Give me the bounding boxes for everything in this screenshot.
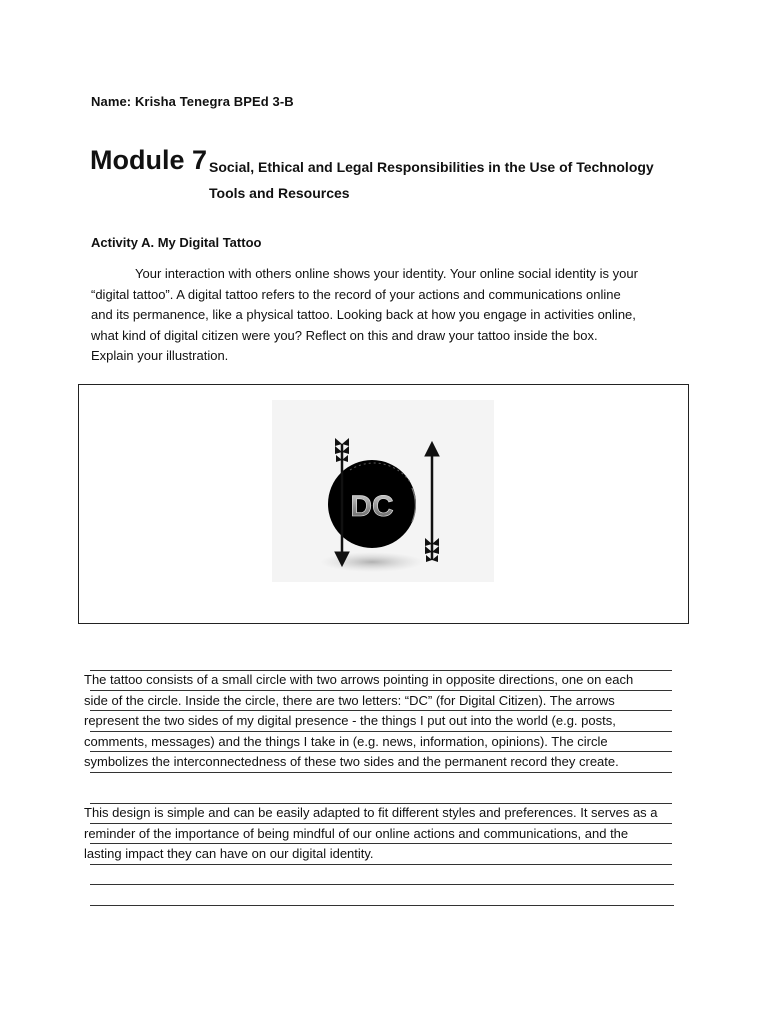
instructions-paragraph	[91, 264, 681, 367]
answer-line: reminder of the importance of being mindful of our online actions and communications, and the	[84, 824, 684, 845]
answer-line: The tattoo consists of a small circle with two arrows pointing in opposite directions, one on each	[84, 670, 684, 691]
tattoo-shadow	[320, 552, 424, 572]
student-name: Name: Krisha Tenegra BPEd 3-B	[91, 94, 294, 109]
answer-line: This design is simple and can be easily adapted to fit different styles and preferences. It serves as a	[84, 803, 684, 824]
module-subtitle	[209, 154, 689, 206]
answer-line: symbolizes the interconnectedness of these two sides and the permanent record they create.	[84, 752, 684, 773]
answer-line: represent the two sides of my digital presence - the things I put out into the world (e.g. posts,	[84, 711, 684, 732]
blank-answer-line	[90, 884, 674, 885]
explanation-paragraph-1	[84, 670, 684, 773]
explanation-paragraph-2	[84, 803, 684, 865]
answer-line: lasting impact they can have on our digital identity.	[84, 844, 684, 865]
right-arrow-up	[425, 442, 439, 562]
module-subtitle-line-2: Tools and Resources	[209, 185, 350, 201]
answer-line: comments, messages) and the things I take in (e.g. news, information, opinions). The circle	[84, 732, 684, 753]
instruction-line: and its permanence, like a physical tattoo. Looking back at how you engage in activities online,	[91, 307, 636, 322]
instruction-line: Explain your illustration.	[91, 348, 229, 363]
instruction-line: Your interaction with others online shows your identity. Your online social identity is your	[135, 266, 638, 281]
module-subtitle-line-1: Social, Ethical and Legal Responsibilities in the Use of Technology	[209, 159, 654, 175]
module-number: Module 7	[90, 145, 208, 175]
activity-heading: Activity A. My Digital Tattoo	[91, 235, 262, 250]
instruction-line: what kind of digital citizen were you? Reflect on this and draw your tattoo inside the box.	[91, 327, 598, 343]
blank-answer-line	[90, 905, 674, 906]
tattoo-letters: DC	[350, 490, 394, 523]
digital-tattoo-illustration	[272, 400, 494, 582]
instruction-line: “digital tattoo”. A digital tattoo refers to the record of your actions and communications online	[91, 286, 621, 302]
answer-line: side of the circle. Inside the circle, there are two letters: “DC” (for Digital Citizen). The arrows	[84, 691, 684, 712]
